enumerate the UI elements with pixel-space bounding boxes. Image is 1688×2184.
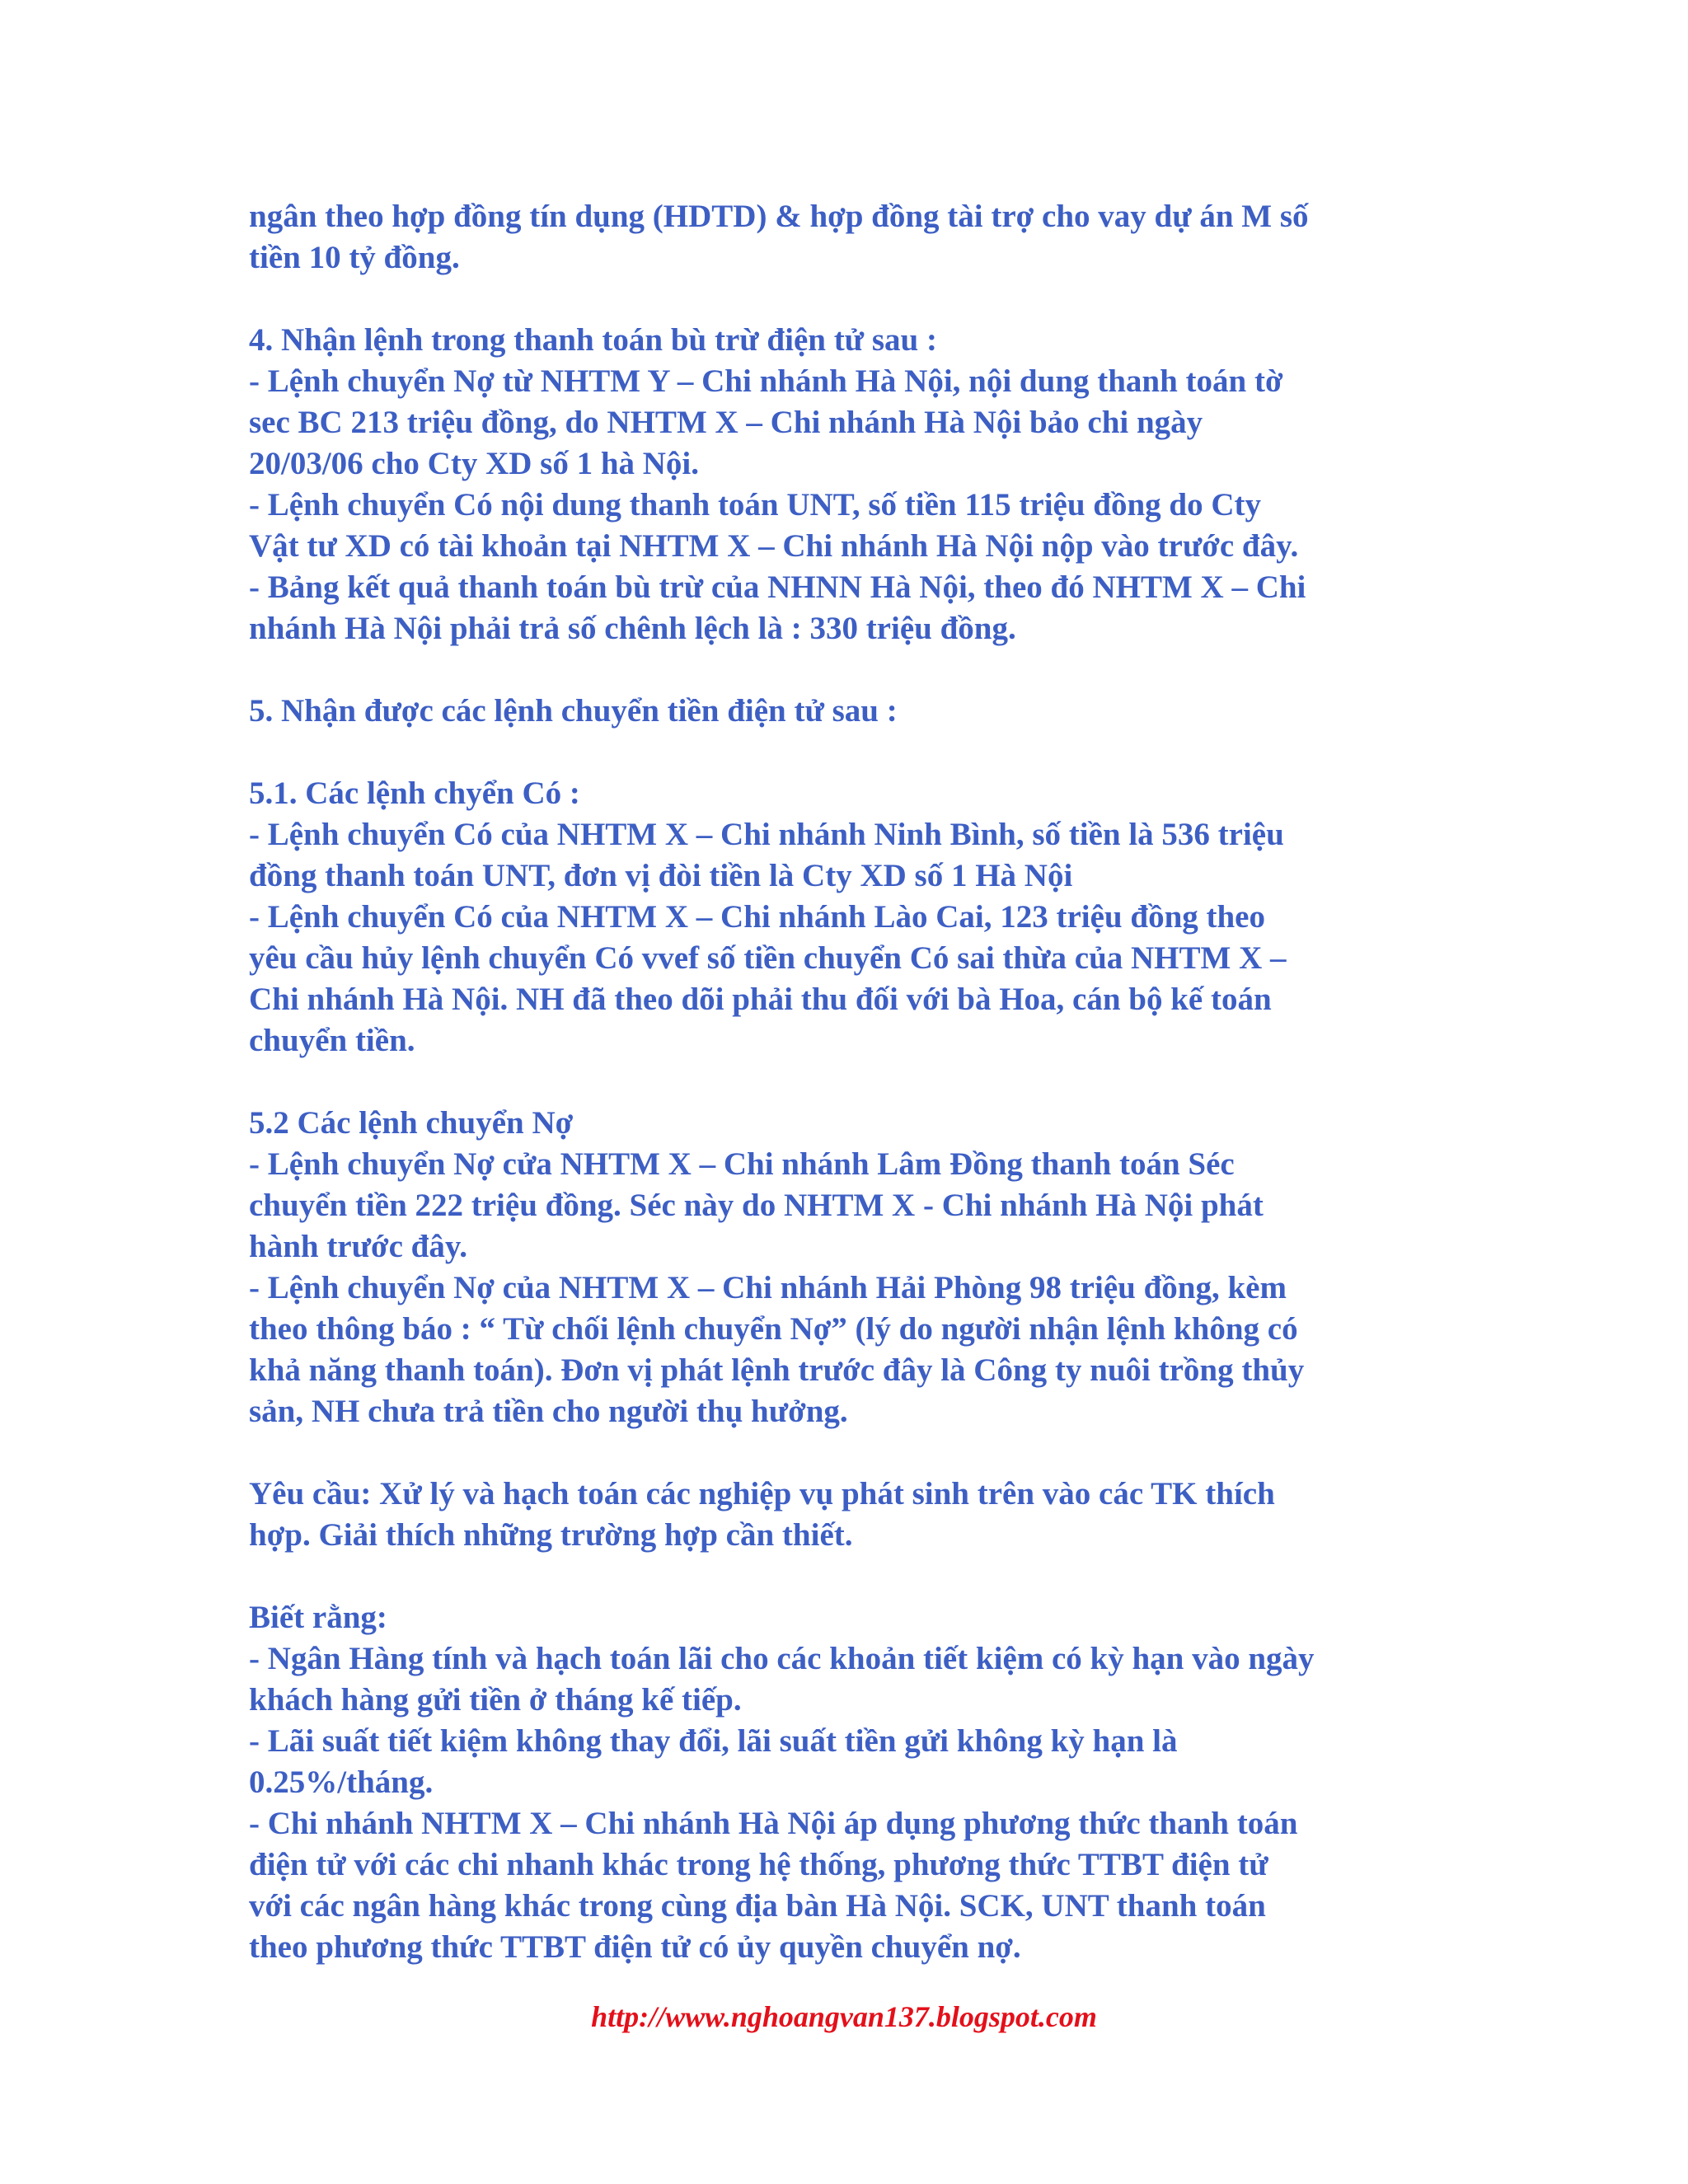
- section-5-2: [249, 1103, 1452, 1432]
- text-line: chuyển tiền.: [249, 1023, 415, 1058]
- text-line: hành trước đây.: [249, 1229, 467, 1264]
- text-line: sản, NH chưa trả tiền cho người thụ hưởng.: [249, 1394, 848, 1429]
- section-5: [249, 691, 1452, 732]
- section-heading: 5.2 Các lệnh chuyển Nợ: [249, 1105, 574, 1141]
- text-line: - Lệnh chuyển Nợ của NHTM X – Chi nhánh Hải Phòng 98 triệu đồng, kèm: [249, 1270, 1287, 1305]
- text-line: khả năng thanh toán). Đơn vị phát lệnh trước đây là Công ty nuôi trồng thủy: [249, 1352, 1305, 1388]
- text-line: - Lệnh chuyển Có nội dung thanh toán UNT, số tiền 115 triệu đồng do Cty: [249, 487, 1262, 523]
- text-line: Chi nhánh Hà Nội. NH đã theo dõi phải thu đối với bà Hoa, cán bộ kế toán: [249, 982, 1272, 1017]
- text-line: theo phương thức TTBT điện tử có ủy quyền chuyển nợ.: [249, 1929, 1021, 1965]
- text-line: tiền 10 tỷ đồng.: [249, 240, 460, 275]
- text-line: với các ngân hàng khác trong cùng địa bàn Hà Nội. SCK, UNT thanh toán: [249, 1888, 1266, 1924]
- paragraph-gap: [249, 1432, 1452, 1474]
- text-line: - Lệnh chuyển Nợ cửa NHTM X – Chi nhánh Lâm Đồng thanh toán Séc: [249, 1146, 1235, 1182]
- text-line: Yêu cầu: Xử lý và hạch toán các nghiệp vụ phát sinh trên vào các TK thích: [249, 1476, 1275, 1511]
- section-4: [249, 320, 1452, 649]
- text-line: - Bảng kết quả thanh toán bù trừ của NHNN Hà Nội, theo đó NHTM X – Chi: [249, 569, 1306, 605]
- text-line: 20/03/06 cho Cty XD số 1 hà Nội.: [249, 446, 700, 481]
- text-line: - Chi nhánh NHTM X – Chi nhánh Hà Nội áp dụng phương thức thanh toán: [249, 1806, 1298, 1841]
- text-line: yêu cầu hủy lệnh chuyển Có vvef số tiền chuyển Có sai thừa của NHTM X –: [249, 940, 1287, 976]
- text-line: - Lệnh chuyển Có của NHTM X – Chi nhánh Ninh Bình, số tiền là 536 triệu: [249, 817, 1284, 852]
- section-heading: 4. Nhận lệnh trong thanh toán bù trừ điện tử sau :: [249, 322, 937, 358]
- paragraph-gap: [249, 1556, 1452, 1597]
- text-line: hợp. Giải thích những trường hợp cần thiết.: [249, 1517, 853, 1553]
- footer-link[interactable]: http://www.nghoangvan137.blogspot.com: [591, 2000, 1097, 2033]
- given-paragraph: [249, 1597, 1452, 1968]
- intro-paragraph: [249, 196, 1452, 279]
- text-line: chuyển tiền 222 triệu đồng. Séc này do NHTM X - Chi nhánh Hà Nội phát: [249, 1188, 1264, 1223]
- requirement-paragraph: [249, 1474, 1452, 1556]
- text-line: ngân theo hợp đồng tín dụng (HDTD) & hợp đồng tài trợ cho vay dự án M số: [249, 199, 1309, 234]
- text-line: - Ngân Hàng tính và hạch toán lãi cho các khoản tiết kiệm có kỳ hạn vào ngày: [249, 1641, 1315, 1676]
- text-line: theo thông báo : “ Từ chối lệnh chuyển Nợ” (lý do người nhận lệnh không có: [249, 1311, 1298, 1347]
- paragraph-gap: [249, 279, 1452, 320]
- text-line: 0.25%/tháng.: [249, 1765, 434, 1800]
- section-heading: 5. Nhận được các lệnh chuyển tiền điện tử sau :: [249, 693, 898, 729]
- text-line: nhánh Hà Nội phải trả số chênh lệch là : 330 triệu đồng.: [249, 611, 1016, 646]
- text-line: đồng thanh toán UNT, đơn vị đòi tiền là Cty XD số 1 Hà Nội: [249, 858, 1073, 893]
- document-body: [249, 196, 1452, 1968]
- text-line: - Lệnh chuyển Nợ từ NHTM Y – Chi nhánh Hà Nội, nội dung thanh toán tờ: [249, 363, 1283, 399]
- text-line: điện tử với các chi nhanh khác trong hệ thống, phương thức TTBT điện tử: [249, 1847, 1268, 1882]
- text-line: Vật tư XD có tài khoản tại NHTM X – Chi nhánh Hà Nội nộp vào trước đây.: [249, 528, 1299, 564]
- section-5-1: [249, 773, 1452, 1062]
- text-line: sec BC 213 triệu đồng, do NHTM X – Chi nhánh Hà Nội bảo chi ngày: [249, 405, 1203, 440]
- paragraph-gap: [249, 649, 1452, 691]
- paragraph-gap: [249, 1062, 1452, 1103]
- text-line: khách hàng gửi tiền ở tháng kế tiếp.: [249, 1682, 742, 1718]
- text-line: - Lãi suất tiết kiệm không thay đổi, lãi suất tiền gửi không kỳ hạn là: [249, 1723, 1178, 1759]
- section-heading: 5.1. Các lệnh chyển Có :: [249, 776, 580, 811]
- text-line: - Lệnh chuyển Có của NHTM X – Chi nhánh Lào Cai, 123 triệu đồng theo: [249, 899, 1265, 935]
- section-heading: Biết rằng:: [249, 1600, 387, 1635]
- paragraph-gap: [249, 732, 1452, 773]
